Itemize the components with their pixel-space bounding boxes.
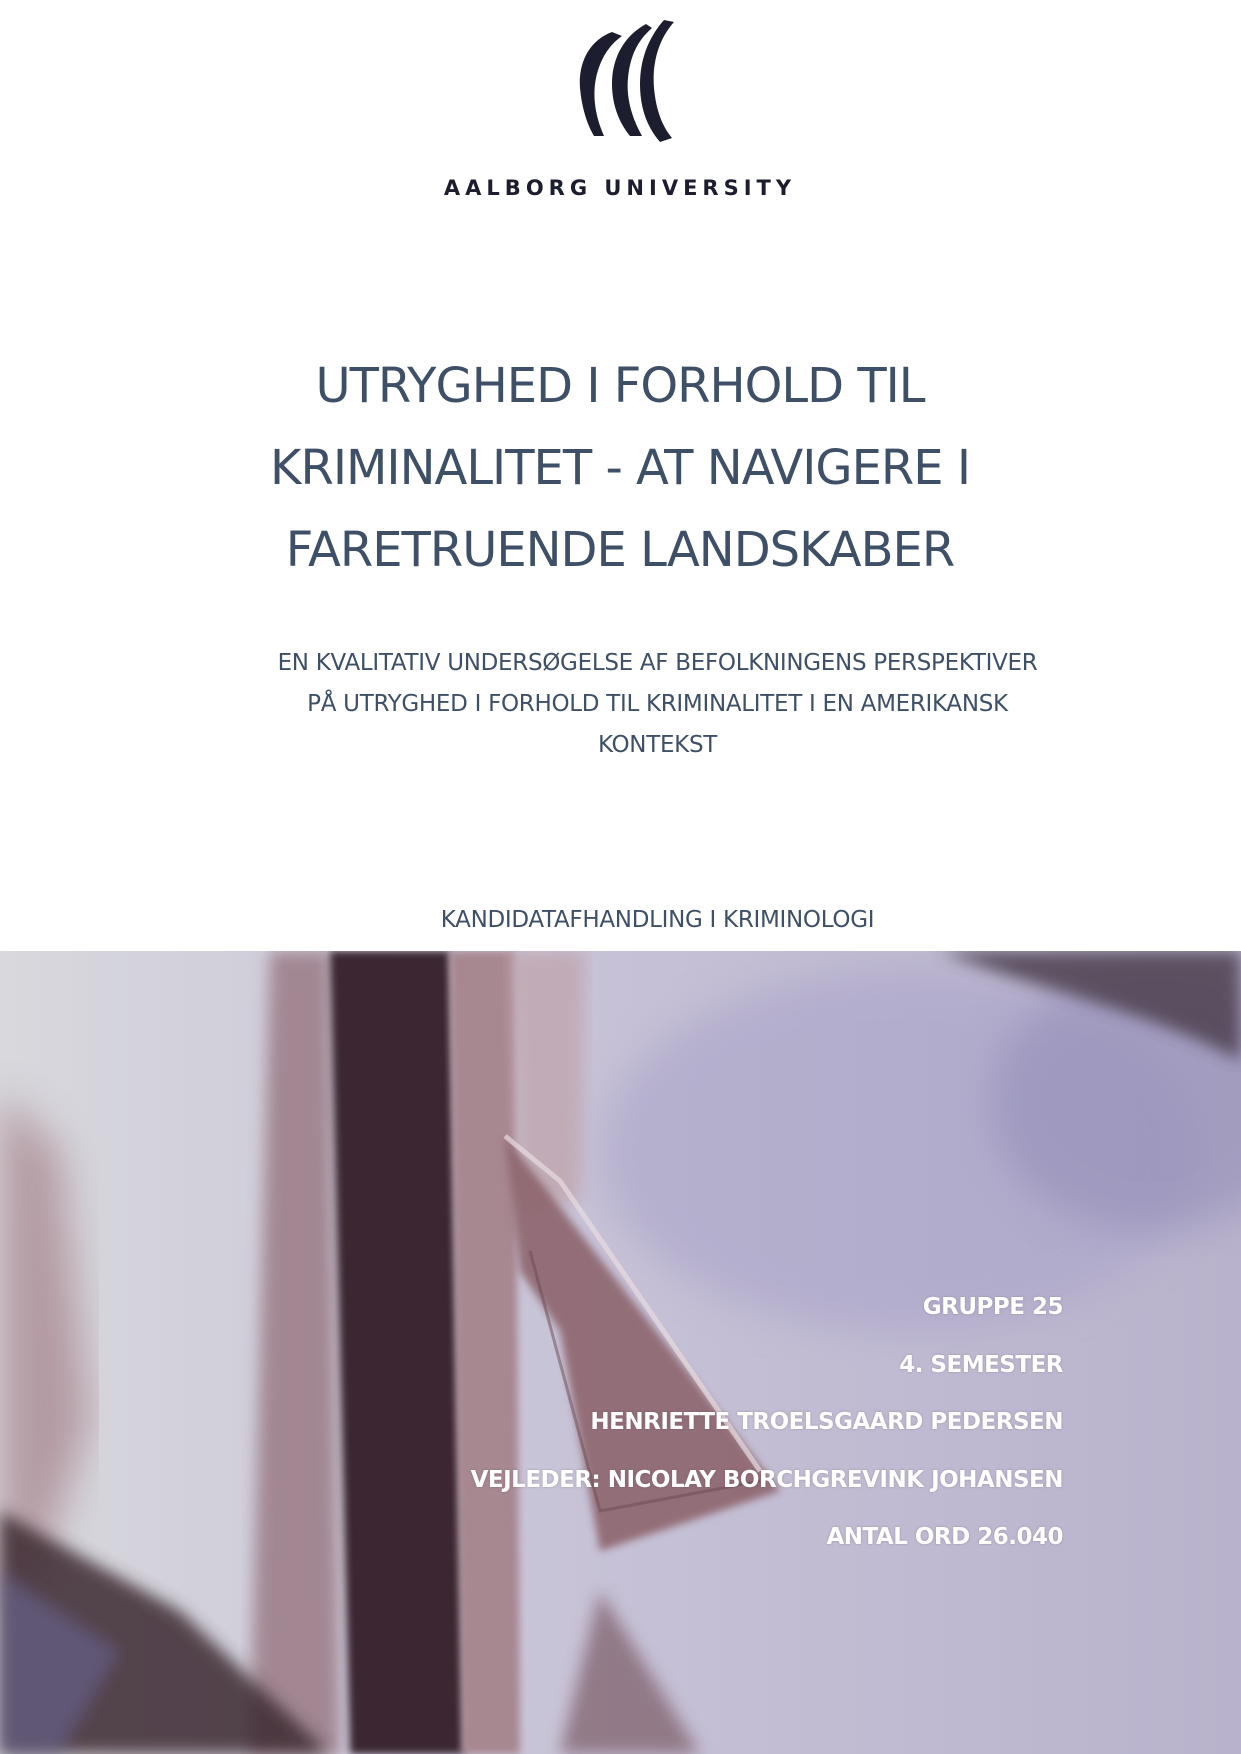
thesis-type: KANDIDATAFHANDLING I KRIMINOLOGI (440, 907, 875, 933)
university-name: AALBORG UNIVERSITY (443, 176, 797, 200)
document-subtitle (220, 643, 1095, 766)
word-count: ANTAL ORD 26.040 (826, 1524, 1063, 1550)
document-title (200, 345, 1040, 591)
thesis-details (303, 1290, 1063, 1578)
subtitle-line: KONTEKST (597, 732, 718, 758)
author-name: HENRIETTE TROELSGAARD PEDERSEN (590, 1409, 1063, 1435)
aalborg-university-waves-icon (550, 18, 690, 143)
subtitle-line: EN KVALITATIV UNDERSØGELSE AF BEFOLKNINGENS PERSPEKTIVER (277, 650, 1038, 676)
title-line: KRIMINALITET - AT NAVIGERE I (270, 440, 970, 496)
subtitle-line: PÅ UTRYGHED I FORHOLD TIL KRIMINALITET I EN AMERIKANSK (307, 691, 1008, 717)
title-line: FARETRUENDE LANDSKABER (285, 522, 955, 578)
supervisor: VEJLEDER: NICOLAY BORCHGREVINK JOHANSEN (470, 1466, 1063, 1493)
university-logo (430, 18, 810, 208)
group-number: GRUPPE 25 (922, 1294, 1063, 1320)
title-line: UTRYGHED I FORHOLD TIL (315, 358, 925, 414)
semester: 4. SEMESTER (899, 1351, 1063, 1378)
